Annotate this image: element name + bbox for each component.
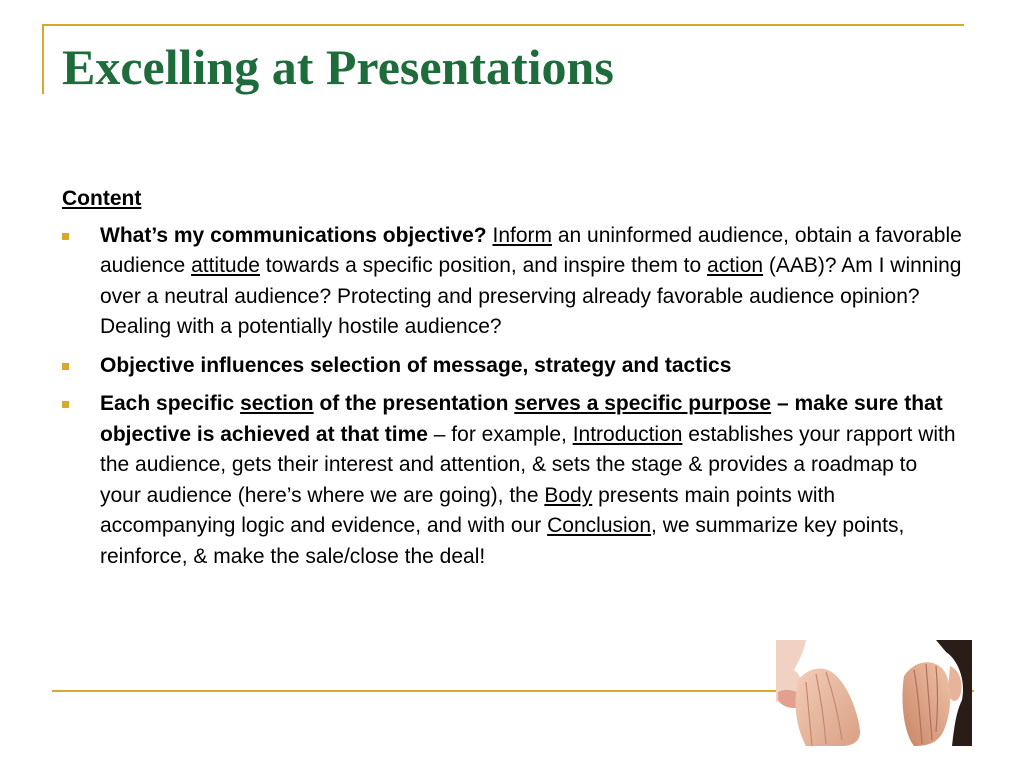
- underlined-term: Conclusion: [547, 514, 652, 537]
- bullet-text: Each specific: [100, 392, 241, 415]
- bullet-list: [62, 221, 962, 573]
- bullet-text: an uninformed audience, obtain a favorable audience: [100, 223, 962, 277]
- square-bullet-icon: [62, 401, 69, 408]
- bullet-text: towards a specific position, and inspire them to: [259, 254, 708, 277]
- hands-illustration: [776, 640, 972, 746]
- listening-hand-icon: [902, 640, 972, 746]
- bullet-text: (AAB)? Am I winning over a neutral audience? Protecting and preserving already favorable audience opinion? Dealing with a potentially hostile audience?: [100, 254, 962, 338]
- slide-body: [62, 184, 962, 580]
- bullet-text: of the presentation: [313, 392, 515, 415]
- underlined-term: attitude: [191, 254, 260, 277]
- underlined-term: Body: [544, 483, 593, 507]
- bullet-item: [62, 351, 962, 382]
- slide-title: Excelling at Presentations: [62, 39, 614, 95]
- left-accent-rule: [42, 24, 44, 94]
- whispering-hand-icon: [776, 640, 860, 746]
- underlined-term: Inform: [492, 223, 552, 247]
- bullet-text: , we summarize key points, reinforce, & make the sale/close the deal!: [100, 514, 905, 568]
- section-heading: Content: [62, 187, 142, 210]
- top-accent-rule: [42, 24, 964, 26]
- bullet-text: – make sure that objective is achieved at that time: [100, 392, 943, 446]
- square-bullet-icon: [62, 363, 69, 370]
- bullet-item: [62, 221, 962, 343]
- underlined-term: section: [240, 392, 314, 415]
- underlined-term: Introduction: [572, 422, 683, 446]
- bullet-item: [62, 389, 962, 572]
- bullet-text: Objective influences selection of message, strategy and tactics: [100, 353, 732, 377]
- underlined-term: serves a specific purpose: [514, 392, 772, 415]
- square-bullet-icon: [62, 233, 69, 240]
- bullet-text: presents main points with accompanying logic and evidence, and with our: [100, 483, 836, 537]
- bullet-text: What’s my communications objective?: [100, 223, 487, 247]
- whisper-listen-photo: [776, 640, 972, 746]
- underlined-term: action: [707, 254, 764, 277]
- bullet-text: establishes your rapport with the audience, gets their interest and attention, & sets the stage & provides a roadmap to your audience (here’s where we are going), the: [100, 422, 956, 507]
- bullet-text: – for example,: [427, 422, 573, 446]
